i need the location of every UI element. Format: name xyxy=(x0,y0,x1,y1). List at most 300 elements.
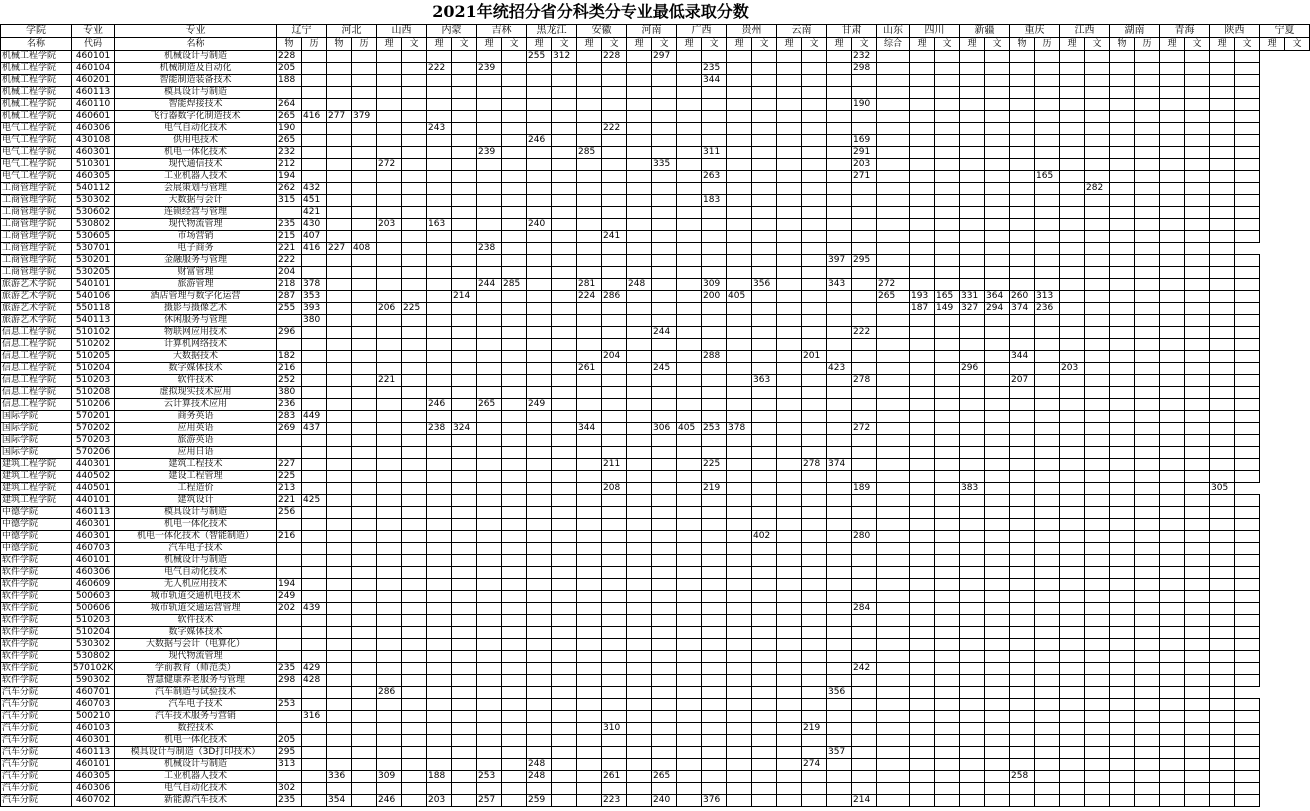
score-cell xyxy=(1110,663,1135,675)
major-code-cell: 460113 xyxy=(72,87,115,99)
score-cell xyxy=(910,231,935,243)
score-cell xyxy=(777,399,802,411)
score-cell xyxy=(352,351,377,363)
score-cell xyxy=(752,687,777,699)
score-cell: 253 xyxy=(702,423,727,435)
score-cell xyxy=(702,111,727,123)
score-cell xyxy=(1185,603,1210,615)
score-cell xyxy=(1060,507,1085,519)
score-cell xyxy=(777,219,802,231)
score-cell xyxy=(577,483,602,495)
score-cell xyxy=(502,687,527,699)
score-cell xyxy=(302,591,327,603)
score-cell xyxy=(985,423,1010,435)
score-cell xyxy=(802,771,827,783)
score-cell xyxy=(1060,63,1085,75)
major-name-cell: 软件技术 xyxy=(115,375,277,387)
score-cell xyxy=(702,651,727,663)
header-province: 甘肃 xyxy=(827,25,877,38)
header-subject: 综合 xyxy=(877,38,910,51)
score-cell xyxy=(677,687,702,699)
score-cell xyxy=(1110,639,1135,651)
score-cell xyxy=(1035,87,1060,99)
score-cell xyxy=(802,195,827,207)
score-cell xyxy=(852,783,877,795)
score-cell xyxy=(427,471,452,483)
score-cell xyxy=(427,663,452,675)
score-cell xyxy=(802,675,827,687)
score-cell xyxy=(352,615,377,627)
score-cell xyxy=(527,507,552,519)
score-cell xyxy=(1160,591,1185,603)
score-cell xyxy=(1060,375,1085,387)
score-cell xyxy=(527,159,552,171)
score-cell xyxy=(702,519,727,531)
score-cell xyxy=(935,363,960,375)
score-cell: 451 xyxy=(302,195,327,207)
score-cell xyxy=(352,75,377,87)
score-cell xyxy=(1210,471,1235,483)
score-cell xyxy=(935,387,960,399)
score-cell xyxy=(1035,315,1060,327)
score-cell xyxy=(1010,255,1035,267)
score-cell xyxy=(627,543,652,555)
score-cell xyxy=(985,279,1010,291)
score-cell: 243 xyxy=(427,123,452,135)
header-subject: 文 xyxy=(402,38,427,51)
score-cell xyxy=(852,387,877,399)
score-cell: 193 xyxy=(910,291,935,303)
score-cell xyxy=(1135,111,1160,123)
score-cell xyxy=(1185,399,1210,411)
score-cell xyxy=(1135,603,1160,615)
score-cell xyxy=(552,255,577,267)
score-cell xyxy=(527,363,552,375)
score-cell xyxy=(852,639,877,651)
score-cell xyxy=(1185,147,1210,159)
score-cell xyxy=(427,555,452,567)
score-cell xyxy=(1235,783,1260,795)
score-cell xyxy=(1185,591,1210,603)
score-cell xyxy=(727,363,752,375)
score-cell xyxy=(652,747,677,759)
score-cell xyxy=(327,135,352,147)
score-cell xyxy=(1035,675,1060,687)
score-cell xyxy=(777,159,802,171)
college-cell: 工商管理学院 xyxy=(1,231,72,243)
score-cell xyxy=(1035,111,1060,123)
score-cell xyxy=(427,747,452,759)
score-cell xyxy=(827,483,852,495)
score-cell xyxy=(910,543,935,555)
score-cell xyxy=(910,567,935,579)
score-cell: 331 xyxy=(960,291,985,303)
score-cell xyxy=(502,519,527,531)
score-cell xyxy=(802,63,827,75)
score-cell xyxy=(777,639,802,651)
score-cell xyxy=(1235,291,1260,303)
score-cell xyxy=(777,411,802,423)
score-cell xyxy=(727,483,752,495)
header-province: 四川 xyxy=(910,25,960,38)
score-cell xyxy=(935,171,960,183)
score-cell xyxy=(677,63,702,75)
score-cell xyxy=(527,291,552,303)
score-cell xyxy=(552,75,577,87)
score-cell xyxy=(1060,591,1085,603)
score-cell xyxy=(985,99,1010,111)
score-cell xyxy=(327,351,352,363)
score-cell xyxy=(1110,687,1135,699)
header-subject: 文 xyxy=(1285,38,1310,51)
major-code-cell: 530802 xyxy=(72,651,115,663)
score-cell xyxy=(652,543,677,555)
score-cell xyxy=(1235,351,1260,363)
score-cell: 255 xyxy=(277,303,302,315)
score-cell xyxy=(702,243,727,255)
header-college-line1: 学院 xyxy=(1,25,72,38)
score-cell: 201 xyxy=(802,351,827,363)
score-cell xyxy=(777,687,802,699)
score-cell xyxy=(1085,399,1110,411)
score-cell: 416 xyxy=(302,111,327,123)
score-cell xyxy=(577,795,602,807)
score-cell xyxy=(427,375,452,387)
score-cell xyxy=(1060,519,1085,531)
score-cell xyxy=(1235,699,1260,711)
score-cell xyxy=(827,159,852,171)
score-cell xyxy=(452,183,477,195)
score-cell: 283 xyxy=(277,411,302,423)
score-cell xyxy=(1035,495,1060,507)
score-cell xyxy=(985,219,1010,231)
score-cell xyxy=(935,195,960,207)
score-cell xyxy=(1035,471,1060,483)
score-cell xyxy=(1085,351,1110,363)
score-cell xyxy=(602,627,627,639)
table-row xyxy=(1,435,1310,447)
score-cell xyxy=(602,63,627,75)
score-cell xyxy=(910,387,935,399)
score-cell xyxy=(1185,339,1210,351)
score-cell xyxy=(502,507,527,519)
score-cell xyxy=(452,219,477,231)
score-cell xyxy=(1235,555,1260,567)
score-cell xyxy=(377,171,402,183)
score-cell xyxy=(852,87,877,99)
score-cell xyxy=(935,123,960,135)
score-cell xyxy=(302,747,327,759)
score-cell xyxy=(402,255,427,267)
score-cell xyxy=(1235,231,1260,243)
college-cell: 机械工程学院 xyxy=(1,51,72,63)
score-cell xyxy=(1210,279,1235,291)
score-cell: 182 xyxy=(277,351,302,363)
score-cell xyxy=(327,723,352,735)
score-cell xyxy=(377,591,402,603)
score-cell xyxy=(427,519,452,531)
major-name-cell: 现代物流管理 xyxy=(115,651,277,663)
major-code-cell: 540112 xyxy=(72,183,115,195)
score-cell xyxy=(427,135,452,147)
score-cell xyxy=(752,483,777,495)
score-cell xyxy=(960,663,985,675)
score-cell xyxy=(627,303,652,315)
score-cell xyxy=(1085,291,1110,303)
score-cell xyxy=(877,603,910,615)
score-cell xyxy=(702,303,727,315)
score-cell xyxy=(652,639,677,651)
score-cell xyxy=(935,219,960,231)
score-cell xyxy=(427,279,452,291)
score-cell xyxy=(627,255,652,267)
score-cell xyxy=(1160,519,1185,531)
score-cell xyxy=(702,603,727,615)
major-name-cell: 机械设计与制造 xyxy=(115,555,277,567)
score-cell xyxy=(277,639,302,651)
score-cell xyxy=(552,375,577,387)
score-cell xyxy=(1185,231,1210,243)
score-cell xyxy=(752,471,777,483)
score-cell xyxy=(1210,375,1235,387)
score-cell xyxy=(960,195,985,207)
score-cell xyxy=(827,351,852,363)
score-cell xyxy=(1110,111,1135,123)
score-cell xyxy=(802,123,827,135)
major-code-cell: 540106 xyxy=(72,291,115,303)
score-cell xyxy=(752,543,777,555)
score-cell xyxy=(302,771,327,783)
score-cell xyxy=(327,75,352,87)
score-cell xyxy=(577,183,602,195)
college-cell: 信息工程学院 xyxy=(1,399,72,411)
score-cell xyxy=(702,363,727,375)
major-code-cell: 570202 xyxy=(72,423,115,435)
score-cell xyxy=(1035,783,1060,795)
major-code-cell: 540113 xyxy=(72,315,115,327)
score-cell xyxy=(852,363,877,375)
score-cell xyxy=(985,483,1010,495)
score-cell xyxy=(502,231,527,243)
score-cell xyxy=(302,627,327,639)
score-cell xyxy=(960,759,985,771)
score-cell xyxy=(1185,555,1210,567)
score-cell xyxy=(1035,759,1060,771)
score-cell: 259 xyxy=(527,795,552,807)
score-cell xyxy=(627,531,652,543)
score-cell xyxy=(1160,351,1185,363)
score-cell xyxy=(1210,51,1235,63)
score-cell xyxy=(1235,447,1260,459)
score-cell xyxy=(1010,279,1035,291)
score-cell xyxy=(960,339,985,351)
score-cell xyxy=(702,315,727,327)
score-cell xyxy=(877,459,910,471)
score-cell xyxy=(727,111,752,123)
score-cell xyxy=(327,627,352,639)
major-name-cell: 无人机应用技术 xyxy=(115,579,277,591)
score-cell xyxy=(727,567,752,579)
score-cell xyxy=(827,447,852,459)
score-cell xyxy=(1010,243,1035,255)
score-cell xyxy=(727,591,752,603)
score-cell xyxy=(752,231,777,243)
score-cell xyxy=(452,627,477,639)
college-cell: 软件学院 xyxy=(1,591,72,603)
score-cell xyxy=(627,99,652,111)
score-cell xyxy=(627,135,652,147)
score-cell xyxy=(677,255,702,267)
score-cell xyxy=(402,675,427,687)
score-cell: 188 xyxy=(277,75,302,87)
score-cell xyxy=(527,543,552,555)
score-cell xyxy=(502,147,527,159)
score-cell xyxy=(777,795,802,807)
score-cell xyxy=(802,783,827,795)
score-cell xyxy=(1010,555,1035,567)
header-subject: 历 xyxy=(1135,38,1160,51)
score-cell xyxy=(985,495,1010,507)
score-cell xyxy=(577,99,602,111)
score-cell xyxy=(727,243,752,255)
score-cell xyxy=(1085,675,1110,687)
score-cell xyxy=(910,579,935,591)
score-cell xyxy=(1135,411,1160,423)
score-cell xyxy=(502,627,527,639)
header-province: 吉林 xyxy=(477,25,527,38)
score-cell xyxy=(1110,651,1135,663)
score-cell xyxy=(1235,387,1260,399)
table-row xyxy=(1,399,1310,411)
score-cell xyxy=(1210,87,1235,99)
score-cell xyxy=(552,483,577,495)
score-cell xyxy=(552,591,577,603)
score-cell xyxy=(402,207,427,219)
score-cell xyxy=(577,591,602,603)
score-cell xyxy=(527,675,552,687)
score-cell xyxy=(727,231,752,243)
score-cell xyxy=(1185,483,1210,495)
score-cell: 149 xyxy=(935,303,960,315)
score-cell xyxy=(602,315,627,327)
score-cell xyxy=(910,111,935,123)
score-cell xyxy=(502,555,527,567)
score-cell xyxy=(602,327,627,339)
header-subject: 文 xyxy=(452,38,477,51)
score-cell xyxy=(960,579,985,591)
score-cell xyxy=(1210,567,1235,579)
score-cell xyxy=(1035,723,1060,735)
score-cell xyxy=(552,519,577,531)
major-code-cell: 530602 xyxy=(72,207,115,219)
score-cell xyxy=(1110,567,1135,579)
score-cell xyxy=(1035,255,1060,267)
score-cell xyxy=(377,651,402,663)
score-cell xyxy=(802,495,827,507)
score-cell xyxy=(452,519,477,531)
score-cell xyxy=(752,759,777,771)
score-cell xyxy=(877,303,910,315)
score-cell xyxy=(727,171,752,183)
score-cell xyxy=(427,87,452,99)
score-cell xyxy=(727,435,752,447)
major-name-cell: 酒店管理与数字化运营 xyxy=(115,291,277,303)
score-cell xyxy=(677,531,702,543)
score-cell xyxy=(552,123,577,135)
score-cell xyxy=(1210,447,1235,459)
score-cell: 245 xyxy=(652,363,677,375)
score-cell xyxy=(727,699,752,711)
score-cell xyxy=(1185,291,1210,303)
score-cell xyxy=(302,339,327,351)
score-cell xyxy=(1085,555,1110,567)
major-name-cell: 云计算技术应用 xyxy=(115,399,277,411)
score-cell xyxy=(777,315,802,327)
score-cell xyxy=(1185,435,1210,447)
score-cell xyxy=(935,279,960,291)
score-cell xyxy=(552,387,577,399)
table-row xyxy=(1,351,1310,363)
score-cell: 235 xyxy=(277,663,302,675)
score-cell xyxy=(1135,399,1160,411)
score-cell xyxy=(1060,435,1085,447)
score-cell xyxy=(602,243,627,255)
score-cell xyxy=(352,471,377,483)
score-cell xyxy=(377,255,402,267)
score-cell xyxy=(1035,651,1060,663)
score-cell xyxy=(1110,63,1135,75)
score-cell: 311 xyxy=(702,147,727,159)
score-cell xyxy=(1010,195,1035,207)
score-cell xyxy=(477,375,502,387)
score-cell xyxy=(1060,87,1085,99)
score-cell xyxy=(1110,99,1135,111)
score-cell xyxy=(752,507,777,519)
score-cell xyxy=(702,747,727,759)
score-cell xyxy=(852,747,877,759)
score-cell xyxy=(877,639,910,651)
score-cell xyxy=(477,111,502,123)
score-cell xyxy=(652,759,677,771)
score-cell xyxy=(1035,603,1060,615)
score-cell xyxy=(577,663,602,675)
score-cell xyxy=(727,279,752,291)
major-name-cell: 建筑工程技术 xyxy=(115,459,277,471)
score-cell xyxy=(802,747,827,759)
score-cell xyxy=(502,267,527,279)
score-cell xyxy=(752,567,777,579)
score-cell xyxy=(427,651,452,663)
score-cell xyxy=(1135,147,1160,159)
score-cell: 405 xyxy=(727,291,752,303)
score-cell xyxy=(352,231,377,243)
score-cell xyxy=(327,267,352,279)
score-cell xyxy=(1085,747,1110,759)
score-cell xyxy=(1035,531,1060,543)
major-name-cell: 机械设计与制造 xyxy=(115,51,277,63)
score-cell xyxy=(627,171,652,183)
score-cell xyxy=(910,375,935,387)
score-cell xyxy=(402,147,427,159)
score-cell xyxy=(777,723,802,735)
score-cell xyxy=(477,291,502,303)
score-cell xyxy=(777,243,802,255)
header-subject: 文 xyxy=(985,38,1010,51)
score-cell xyxy=(877,195,910,207)
score-cell xyxy=(352,63,377,75)
score-cell xyxy=(935,735,960,747)
score-cell xyxy=(752,423,777,435)
